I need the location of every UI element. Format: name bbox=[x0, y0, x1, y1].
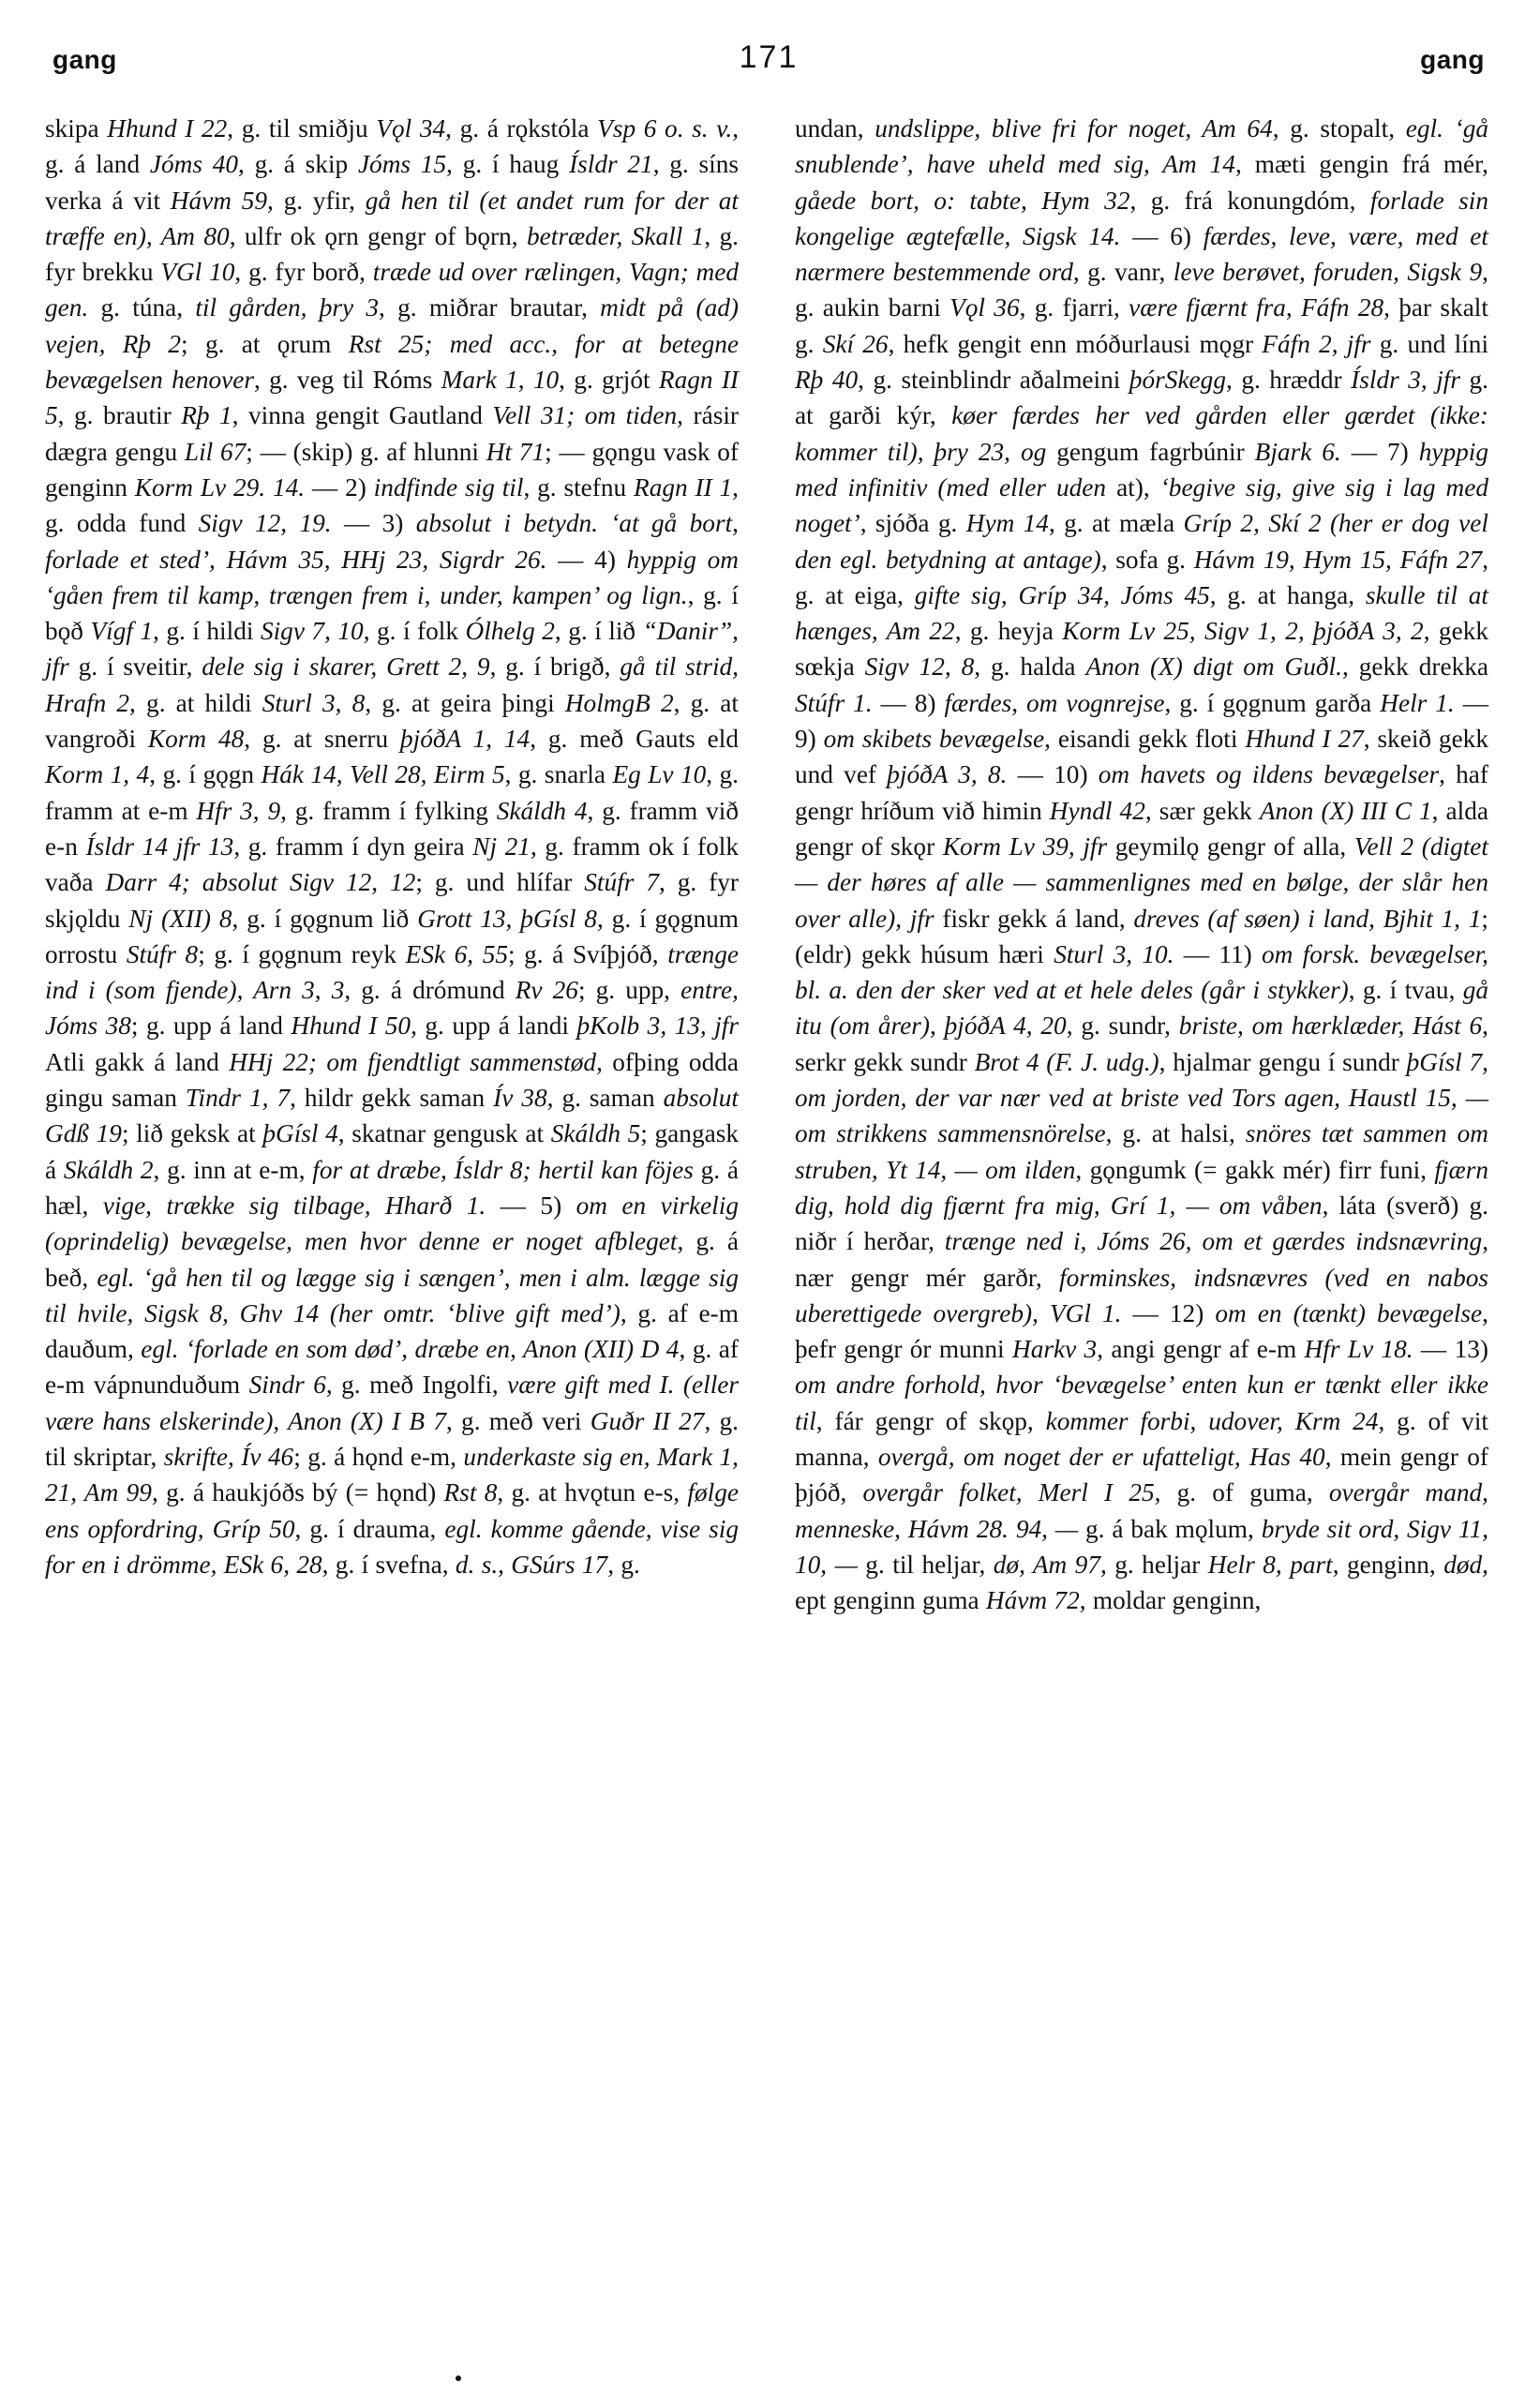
printer-mark-dot bbox=[456, 2376, 461, 2381]
header-guide-word-right: gang bbox=[1420, 45, 1485, 74]
right-column-text: undan, undslippe, blive fri for noget, Am 64, g. stopalt, egl. ‘gå snublende’, have uheld med sig, Am 14, mæti gengin frá mér, gåede bort, o: tabte, Hym 32, g. frá konungdóm, forlade sin kongelige ægtefælle, Sigsk 14. — 6) færdes, leve, være, med et nærmere bestemmende ord, g. vanr, leve berøvet, foruden, Sigsk 9, g. aukin barni Vǫl 36, g. fjarri, være fjærnt fra, Fáfn 28, þar skalt g. Skí 26, hefk gengit enn móðurlausi mǫgr Fáfn 2, jfr g. und líni Rþ 40, g. steinblindr aðalmeini þórSkegg, g. hræddr Ísldr 3, jfr g. at garði kýr, køer færdes her ved gården eller gærdet (ikke: kommer til), þry 23, og gengum fagrbúnir Bjark 6. — 7) hyppig med infinitiv (med eller uden at), ‘begive sig, give sig i lag med noget’, sjóða g. Hym 14, g. at mæla Gríp 2, Skí 2 (her er dog vel den egl. betydning at antage), sofa g. Hávm 19, Hym 15, Fáfn 27, g. at eiga, gifte sig, Gríp 34, Jóms 45, g. at hanga, skulle til at hænges, Am 22, g. heyja Korm Lv 25, Sigv 1, 2, þjóðA 3, 2, gekk sœkja Sigv 12, 8, g. halda Anon (X) digt om Guðl., gekk drekka Stúfr 1. — 8) færdes, om vognrejse, g. í gǫgnum garða Helr 1. — 9) om skibets bevægelse, eisandi gekk floti Hhund I 27, skeið gekk und vef þjóðA 3, 8. — 10) om havets og ildens bevægelser, haf gengr hríðum við himin Hyndl 42, sær gekk Anon (X) III C 1, alda gengr of skǫr Korm Lv 39, jfr geymilǫ gengr of alla, Vell 2 (digtet — der høres af alle — sammenlignes med en bølge, der slår hen over alle), jfr fiskr gekk á land, dreves (af søen) i land, Bjhit 1, 1; (eldr) gekk húsum hæri Sturl 3, 10. — 11) om forsk. bevægelser, bl. a. den der sker ved at et hele deles (går i stykker), g. í tvau, gå itu (om årer), þjóðA 4, 20, g. sundr, briste, om hærklæder, Hást 6, serkr gekk sundr Brot 4 (F. J. udg.), hjalmar gengu í sundr þGísl 7, om jorden, der var nær ved at briste ved Tors agen, Haustl 15, — om strikkens sammensnörelse, g. at halsi, snöres tæt sammen om struben, Yt 14, — om ilden, gǫngumk (= gakk mér) firr funi, fjærn dig, hold dig fjærnt fra mig, Grí 1, — om våben, láta (sverð) g. niðr í herðar, trænge ned i, Jóms 26, om et gærdes indsnævring, nær gengr mér garðr, forminskes, indsnævres (ved en nabos uberettigede overgreb), VGl 1. — 12) om en (tænkt) bevægelse, þefr gengr ór munni Harkv 3, angi gengr af e-m Hfr Lv 18. — 13) om andre forhold, hvor ‘bevægelse’ enten kun er tænkt eller ikke til, fár gengr of skǫp, kommer forbi, udover, Krm 24, g. of vit manna, overgå, om noget der er ufatteligt, Has 40, mein gengr of þjóð, overgår folket, Merl I 25, g. of guma, overgår mand, menneske, Hávm 28. 94, — g. á bak mǫlum, bryde sit ord, Sigv 11, 10, — g. til heljar, dø, Am 97, g. heljar Helr 8, part, genginn, død, ept genginn guma Hávm 72, moldar genginn, bbox=[795, 114, 1489, 1615]
running-header bbox=[52, 39, 1485, 90]
left-column bbox=[45, 111, 739, 1582]
page-number: 171 bbox=[739, 39, 799, 75]
left-column-text: skipa Hhund I 22, g. til smiðju Vǫl 34, g. á rǫkstóla Vsp 6 o. s. v., g. á land Jóms 40, g. á skip Jóms 15, g. í haug Ísldr 21, g. síns verka á vit Hávm 59, g. yfir, gå hen til (et andet rum for der at træffe en), Am 80, ulfr ok ǫrn gengr of bǫrn, betræder, Skall 1, g. fyr brekku VGl 10, g. fyr borð, træde ud over rælingen, Vagn; med gen. g. túna, til gården, þry 3, g. miðrar brautar, midt på (ad) vejen, Rþ 2; g. at ǫrum Rst 25; med acc., for at betegne bevægelsen henover, g. veg til Róms Mark 1, 10, g. grjót Ragn II 5, g. brautir Rþ 1, vinna gengit Gautland Vell 31; om tiden, rásir dægra gengu Lil 67; — (skip) g. af hlunni Ht 71; — gǫngu vask of genginn Korm Lv 29. 14. — 2) indfinde sig til, g. stefnu Ragn II 1, g. odda fund Sigv 12, 19. — 3) absolut i betydn. ‘at gå bort, forlade et sted’, Hávm 35, HHj 23, Sigrdr 26. — 4) hyppig om ‘gåen frem til kamp, trængen frem i, under, kampen’ og lign., g. í bǫð Vígf 1, g. í hildi Sigv 7, 10, g. í folk Ólhelg 2, g. í lið “Danir”, jfr g. í sveitir, dele sig i skarer, Grett 2, 9, g. í brigð, gå til strid, Hrafn 2, g. at hildi Sturl 3, 8, g. at geira þingi HolmgB 2, g. at vangroði Korm 48, g. at snerru þjóðA 1, 14, g. með Gauts eld Korm 1, 4, g. í gǫgn Hák 14, Vell 28, Eirm 5, g. snarla Eg Lv 10, g. framm at e-m Hfr 3, 9, g. framm í fylking Skáldh 4, g. framm við e-n Ísldr 14 jfr 13, g. framm í dyn geira Nj 21, g. framm ok í folk vaða Darr 4; absolut Sigv 12, 12; g. und hlífar Stúfr 7, g. fyr skjǫldu Nj (XII) 8, g. í gǫgnum lið Grott 13, þGísl 8, g. í gǫgnum orrostu Stúfr 8; g. í gǫgnum reyk ESk 6, 55; g. á Svíþjóð, trænge ind i (som fjende), Arn 3, 3, g. á drómund Rv 26; g. upp, entre, Jóms 38; g. upp á land Hhund I 50, g. upp á landi þKolb 3, 13, jfr Atli gakk á land HHj 22; om fjendtligt sammenstød, ofþing odda gingu saman Tindr 1, 7, hildr gekk saman Ív 38, g. saman absolut Gdß 19; lið geksk at þGísl 4, skatnar gengusk at Skáldh 5; gangask á Skáldh 2, g. inn at e-m, for at dræbe, Ísldr 8; hertil kan föjes g. á hæl, vige, trække sig tilbage, Hharð 1. — 5) om en virkelig (oprindelig) bevægelse, men hvor denne er noget afbleget, g. á beð, egl. ‘gå hen til og lægge sig i sængen’, men i alm. lægge sig til hvile, Sigsk 8, Ghv 14 (her omtr. ‘blive gift med’), g. af e-m dauðum, egl. ‘forlade en som død’, dræbe en, Anon (XII) D 4, g. af e-m vápnunduðum Sindr 6, g. með Ingolfi, være gift med I. (eller være hans elskerinde), Anon (X) I B 7, g. með veri Guðr II 27, g. til skriptar, skrifte, Ív 46; g. á hǫnd e-m, underkaste sig en, Mark 1, 21, Am 99, g. á haukjóðs bý (= hǫnd) Rst 8, g. at hvǫtun e-s, følge ens opfordring, Gríp 50, g. í drauma, egl. komme gående, vise sig for en i drömme, ESk 6, 28, g. í svefna, d. s., GSúrs 17, g. bbox=[45, 114, 740, 1579]
right-column bbox=[795, 111, 1488, 1618]
header-guide-word-left: gang bbox=[52, 45, 117, 74]
